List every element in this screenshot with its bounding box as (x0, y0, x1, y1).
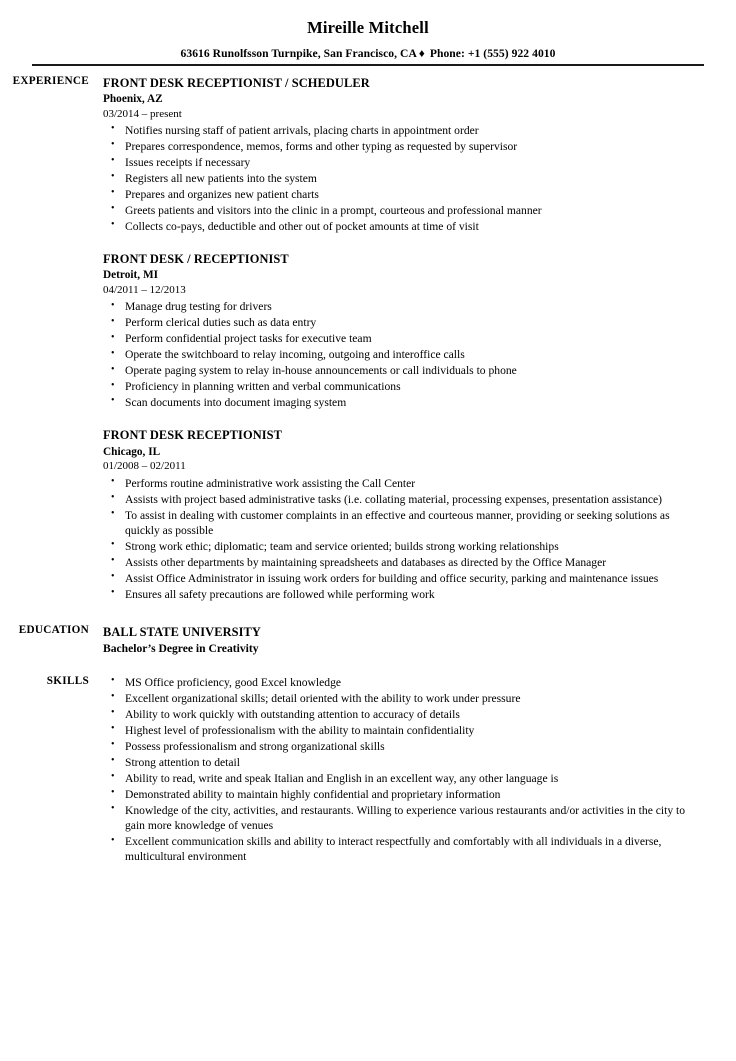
job-location: Phoenix, AZ (103, 93, 163, 105)
bullet-item: • Assist Office Administrator in issuing work orders for building and office security, parking and maintenance issues (103, 571, 704, 586)
bullet-item: • Highest level of professionalism with the ability to maintain confidentiality (103, 723, 704, 738)
bullet-item: • Collects co-pays, deductible and other out of pocket amounts at time of visit (103, 219, 704, 234)
contact-address: 63616 Runolfsson Turnpike, San Francisco, CA (180, 46, 417, 60)
education-section-label: EDUCATION (18, 623, 89, 636)
job-title: FRONT DESK RECEPTIONIST (103, 428, 283, 443)
bullet-item: • Assists with project based administrative tasks (i.e. collating material, processing expenses, presentation assistance) (103, 492, 704, 507)
bullet-item: • Excellent organizational skills; detail oriented with the ability to work under pressure (103, 691, 704, 706)
bullet-item: • Scan documents into document imaging system (103, 395, 704, 410)
education-entries (103, 624, 736, 657)
job-title: FRONT DESK / RECEPTIONIST (103, 252, 289, 267)
bullet-item: • To assist in dealing with customer complaints in an effective and courteous manner, providing or seeking solutions as quickly as possible (103, 508, 704, 539)
job-dates: 01/2008 – 02/2011 (103, 460, 186, 473)
bullet-item: • Prepares and organizes new patient charts (103, 187, 704, 202)
experience-entry (103, 75, 704, 234)
bullet-item: • Greets patients and visitors into the clinic in a prompt, courteous and professional manner (103, 203, 704, 218)
header-divider (32, 64, 704, 66)
bullet-list (103, 123, 704, 234)
education-section (0, 624, 736, 657)
bullet-item: • Operate the switchboard to relay incoming, outgoing and interoffice calls (103, 347, 704, 362)
bullet-item: • Demonstrated ability to maintain highly confidential and proprietary information (103, 787, 704, 802)
bullet-item: • Ability to read, write and speak Italian and English in an excellent way, any other language is (103, 771, 704, 786)
bullet-item: • Ensures all safety precautions are followed while performing work (103, 587, 704, 602)
contact-phone: Phone: +1 (555) 922 4010 (429, 46, 556, 60)
bullet-item: • Perform clerical duties such as data entry (103, 315, 704, 330)
job-title: FRONT DESK RECEPTIONIST / SCHEDULER (103, 75, 370, 90)
candidate-name: Mireille Mitchell (307, 18, 429, 37)
job-dates: 04/2011 – 12/2013 (103, 284, 186, 297)
bullet-list (103, 675, 704, 865)
education-entry (103, 624, 704, 657)
experience-entry (103, 427, 704, 602)
bullet-item: • Strong attention to detail (103, 755, 704, 770)
job-dates: 03/2014 – present (103, 107, 182, 120)
bullet-item: • Manage drug testing for drivers (103, 299, 704, 314)
education-school: BALL STATE UNIVERSITY (103, 624, 261, 639)
skills-entries (103, 675, 736, 866)
skills-section-label: SKILLS (46, 674, 89, 687)
experience-entry (103, 251, 704, 410)
experience-section (0, 75, 736, 603)
bullet-item: • Registers all new patients into the system (103, 171, 704, 186)
contact-line (0, 47, 736, 60)
bullet-item: • Excellent communication skills and ability to interact respectfully and comfortably with all individuals in a diverse, multicultural environment (103, 834, 704, 865)
job-location: Detroit, MI (103, 269, 159, 282)
bullet-item: • Issues receipts if necessary (103, 155, 704, 170)
bullet-item: • Proficiency in planning written and verbal communications (103, 379, 704, 394)
bullet-item: • Knowledge of the city, activities, and restaurants. Willing to experience various restaurants and/or activities in the city to gain more knowledge of venues (103, 803, 704, 834)
resume-header (0, 0, 736, 66)
bullet-item: • MS Office proficiency, good Excel knowledge (103, 675, 704, 690)
bullet-item: • Perform confidential project tasks for executive team (103, 331, 704, 346)
bullet-item: • Assists other departments by maintaining spreadsheets and databases as directed by the Office Manager (103, 555, 704, 570)
bullet-item: • Prepares correspondence, memos, forms and other typing as requested by supervisor (103, 139, 704, 154)
experience-entries (103, 75, 736, 603)
diamond-separator-icon: ♦ (418, 46, 425, 60)
experience-section-label: EXPERIENCE (12, 74, 89, 87)
bullet-list (103, 476, 704, 603)
bullet-item: • Performs routine administrative work assisting the Call Center (103, 476, 704, 491)
bullet-item: • Strong work ethic; diplomatic; team and service oriented; builds strong working relationships (103, 539, 704, 554)
job-location: Chicago, IL (103, 445, 161, 458)
education-degree: Bachelor’s Degree in Creativity (103, 642, 259, 656)
bullet-item: • Operate paging system to relay in-house announcements or call individuals to phone (103, 363, 704, 378)
bullet-list (103, 299, 704, 410)
bullet-item: • Possess professionalism and strong organizational skills (103, 739, 704, 754)
bullet-item: • Ability to work quickly with outstanding attention to accuracy of details (103, 707, 704, 722)
bullet-item: • Notifies nursing staff of patient arrivals, placing charts in appointment order (103, 123, 704, 138)
skills-section (0, 675, 736, 866)
